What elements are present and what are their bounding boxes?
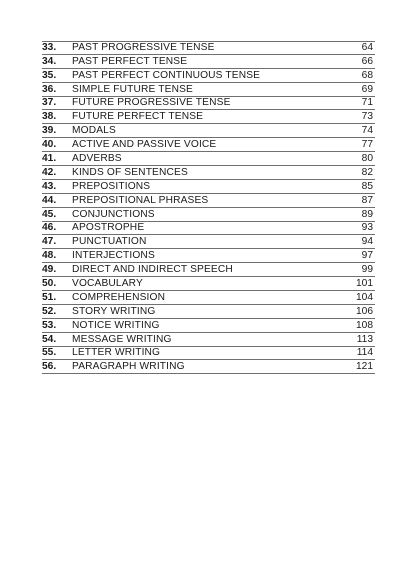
toc-chapter-title: PREPOSITIONS: [72, 180, 151, 192]
toc-page-number: 87: [361, 194, 373, 206]
toc-row: [42, 235, 375, 249]
toc-row: [42, 333, 375, 347]
toc-chapter-title: PARAGRAPH WRITING: [72, 361, 185, 373]
toc-chapter-title: PAST PERFECT TENSE: [72, 55, 188, 67]
toc-page-number: 99: [361, 264, 373, 276]
toc-chapter-number: 33.: [42, 41, 57, 53]
toc-chapter-number: 47.: [42, 236, 57, 248]
toc-page-number: 106: [356, 305, 373, 317]
toc-chapter-number: 51.: [42, 291, 57, 303]
toc-chapter-number: 54.: [42, 333, 57, 345]
toc-chapter-number: 45.: [42, 208, 57, 220]
table-of-contents: [42, 41, 375, 374]
toc-chapter-title: MODALS: [72, 125, 116, 137]
toc-chapter-number: 49.: [42, 264, 57, 276]
toc-page-number: 114: [356, 347, 373, 359]
toc-row: [42, 249, 375, 263]
toc-chapter-title: SIMPLE FUTURE TENSE: [72, 83, 193, 95]
toc-chapter-title: NOTICE WRITING: [72, 319, 160, 331]
toc-page-number: 121: [356, 361, 373, 373]
toc-page-number: 71: [361, 97, 373, 109]
toc-page-number: 66: [361, 55, 373, 67]
toc-chapter-title: COMPREHENSION: [72, 291, 166, 303]
toc-row: [42, 277, 375, 291]
toc-page-number: 82: [361, 166, 373, 178]
toc-chapter-title: STORY WRITING: [72, 305, 156, 317]
toc-page-number: 97: [361, 250, 373, 262]
toc-row: [42, 360, 375, 374]
toc-row: [42, 83, 375, 97]
toc-chapter-number: 41.: [42, 153, 57, 165]
toc-page-number: 104: [356, 291, 373, 303]
toc-chapter-title: ADVERBS: [72, 153, 122, 165]
toc-chapter-title: CONJUNCTIONS: [72, 208, 155, 220]
toc-row: [42, 194, 375, 208]
toc-chapter-number: 34.: [42, 55, 57, 67]
toc-row: [42, 180, 375, 194]
toc-page-number: 68: [361, 69, 373, 81]
toc-page-number: 94: [361, 236, 373, 248]
toc-row: [42, 347, 375, 361]
toc-chapter-title: PREPOSITIONAL PHRASES: [72, 194, 209, 206]
toc-chapter-title: PAST PROGRESSIVE TENSE: [72, 41, 215, 53]
toc-chapter-title: FUTURE PERFECT TENSE: [72, 111, 204, 123]
toc-chapter-number: 42.: [42, 166, 57, 178]
toc-row: [42, 208, 375, 222]
toc-chapter-number: 56.: [42, 361, 57, 373]
toc-chapter-number: 39.: [42, 125, 57, 137]
toc-chapter-number: 48.: [42, 250, 57, 262]
toc-chapter-number: 38.: [42, 111, 57, 123]
toc-chapter-number: 35.: [42, 69, 57, 81]
toc-page-number: 77: [361, 139, 373, 151]
toc-row: [42, 291, 375, 305]
toc-chapter-title: DIRECT AND INDIRECT SPEECH: [72, 264, 233, 276]
toc-chapter-number: 37.: [42, 97, 57, 109]
toc-row: [42, 319, 375, 333]
toc-row: [42, 69, 375, 83]
toc-chapter-number: 53.: [42, 319, 57, 331]
toc-chapter-number: 55.: [42, 347, 57, 359]
toc-row: [42, 263, 375, 277]
toc-chapter-title: INTERJECTIONS: [72, 250, 155, 262]
toc-page-number: 69: [361, 83, 373, 95]
toc-row: [42, 124, 375, 138]
toc-chapter-title: PAST PERFECT CONTINUOUS TENSE: [72, 69, 261, 81]
toc-page-number: 73: [361, 111, 373, 123]
toc-page-number: 93: [361, 222, 373, 234]
toc-row: [42, 110, 375, 124]
toc-chapter-number: 44.: [42, 194, 57, 206]
toc-chapter-number: 36.: [42, 83, 57, 95]
toc-chapter-title: APOSTROPHE: [72, 222, 145, 234]
toc-row: [42, 152, 375, 166]
toc-row: [42, 305, 375, 319]
toc-chapter-number: 43.: [42, 180, 57, 192]
toc-row: [42, 138, 375, 152]
toc-chapter-title: ACTIVE AND PASSIVE VOICE: [72, 139, 217, 151]
toc-chapter-number: 46.: [42, 222, 57, 234]
toc-chapter-title: FUTURE PROGRESSIVE TENSE: [72, 97, 231, 109]
toc-page-number: 101: [356, 278, 373, 290]
toc-chapter-number: 40.: [42, 139, 57, 151]
toc-page-number: 108: [356, 319, 373, 331]
toc-row: [42, 222, 375, 236]
toc-row: [42, 41, 375, 55]
toc-chapter-title: MESSAGE WRITING: [72, 333, 172, 345]
toc-row: [42, 55, 375, 69]
toc-page-number: 85: [361, 180, 373, 192]
toc-chapter-number: 50.: [42, 278, 57, 290]
toc-chapter-title: PUNCTUATION: [72, 236, 147, 248]
toc-row: [42, 97, 375, 111]
toc-chapter-number: 52.: [42, 305, 57, 317]
toc-page-number: 74: [361, 125, 373, 137]
toc-page-number: 80: [361, 153, 373, 165]
toc-chapter-title: KINDS OF SENTENCES: [72, 166, 188, 178]
toc-page-number: 113: [356, 333, 373, 345]
toc-row: [42, 166, 375, 180]
toc-chapter-title: VOCABULARY: [72, 278, 143, 290]
toc-page-number: 64: [361, 41, 373, 53]
toc-page-number: 89: [361, 208, 373, 220]
toc-chapter-title: LETTER WRITING: [72, 347, 161, 359]
